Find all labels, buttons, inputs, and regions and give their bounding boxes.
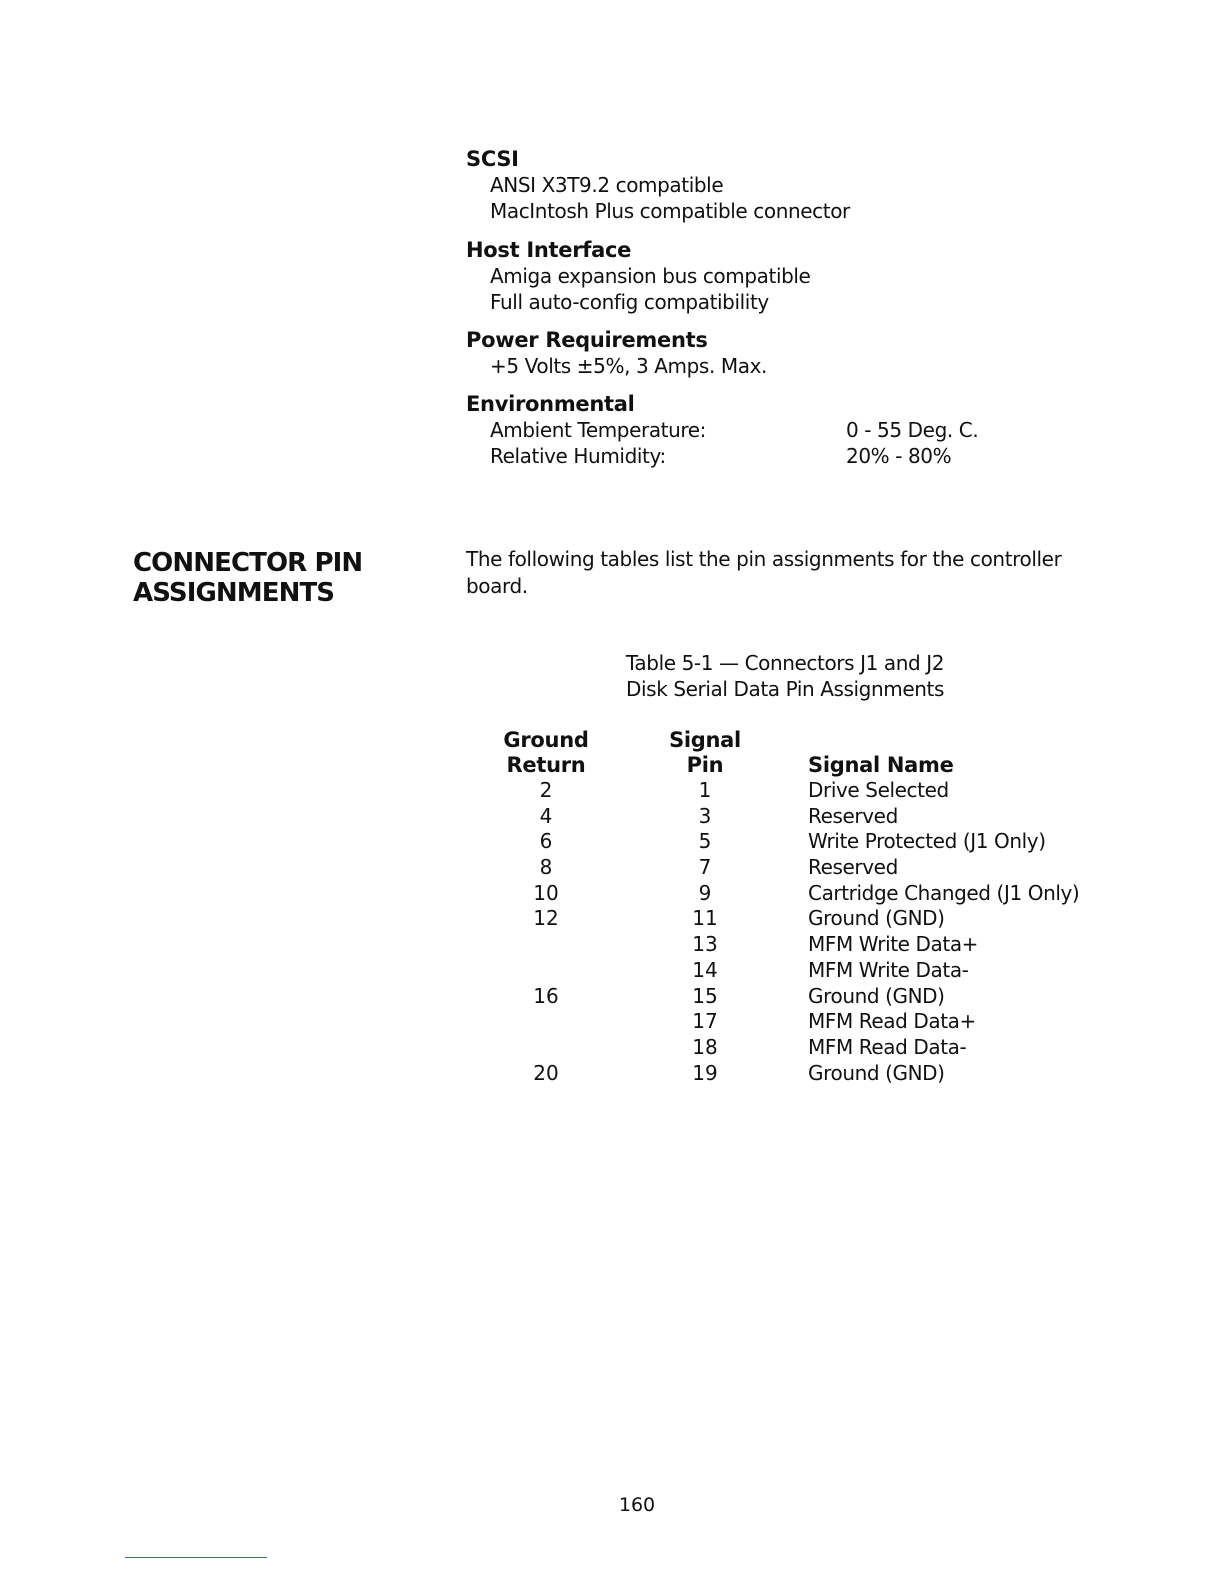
spec-line: ANSI X3T9.2 compatible (490, 173, 724, 197)
table-row (0, 1061, 1224, 1087)
column-header-signal-pin (655, 728, 755, 778)
column-header-ground-return (496, 728, 596, 778)
table-row (0, 778, 1224, 804)
column-header-line: Return (506, 753, 586, 777)
section-title (133, 548, 433, 608)
signal-name-cell: Cartridge Changed (J1 Only) (808, 880, 1080, 905)
column-header-signal-name: Signal Name (808, 753, 954, 777)
ground-return-cell: 8 (539, 855, 553, 880)
table-caption (560, 650, 1010, 702)
spec-line: Full auto-config compatibility (490, 290, 769, 314)
spec-heading-environmental: Environmental (466, 392, 635, 416)
table-row (0, 881, 1224, 907)
signal-pin-cell: 13 (692, 932, 718, 957)
spec-scsi (466, 146, 1086, 224)
env-label: Ambient Temperature: (490, 418, 707, 442)
signal-pin-cell: 5 (698, 829, 712, 854)
spec-power (466, 327, 1086, 379)
signal-pin-cell: 17 (692, 1009, 718, 1034)
signal-name-cell: MFM Write Data- (808, 957, 969, 982)
env-value: 0 - 55 Deg. C. (846, 418, 979, 442)
signal-pin-cell: 18 (692, 1034, 718, 1059)
signal-name-cell: Reserved (808, 855, 898, 880)
signal-pin-cell: 19 (692, 1060, 718, 1085)
signal-name-cell: Drive Selected (808, 778, 949, 802)
column-header-line: Ground (503, 728, 589, 752)
table-row (0, 932, 1224, 958)
table-caption-line: Table 5-1 — Connectors J1 and J2 (625, 651, 945, 675)
signal-pin-cell: 1 (698, 778, 712, 802)
spec-heading-host-interface: Host Interface (466, 238, 632, 262)
table-row (0, 984, 1224, 1010)
signal-name-cell: Write Protected (J1 Only) (808, 829, 1046, 854)
signal-name-cell: Ground (GND) (808, 983, 945, 1008)
signal-pin-cell: 9 (698, 880, 712, 905)
signal-name-cell: MFM Read Data- (808, 1034, 967, 1059)
env-value: 20% - 80% (846, 444, 952, 468)
intro-paragraph: The following tables list the pin assignments for the controller board. (466, 547, 1062, 598)
signal-name-cell: MFM Read Data+ (808, 1009, 976, 1034)
table-row (0, 958, 1224, 984)
table-row (0, 1035, 1224, 1061)
signal-pin-cell: 14 (692, 957, 718, 982)
signal-pin-cell: 3 (698, 803, 712, 828)
ground-return-cell: 20 (533, 1060, 559, 1085)
spec-line: Amiga expansion bus compatible (490, 264, 811, 288)
signal-name-cell: Ground (GND) (808, 1060, 945, 1085)
table-row (0, 829, 1224, 855)
section-title-line: CONNECTOR PIN (133, 548, 363, 578)
env-row-humidity (466, 443, 1086, 469)
ground-return-cell: 10 (533, 880, 559, 905)
env-row-temperature (466, 417, 1086, 443)
spec-host-interface (466, 237, 1086, 315)
footer-divider (125, 1557, 267, 1558)
signal-pin-cell: 11 (692, 906, 718, 931)
pin-assignment-table (0, 778, 1224, 1086)
column-header-line: Pin (686, 753, 724, 777)
ground-return-cell: 6 (539, 829, 553, 854)
section-title-line: ASSIGNMENTS (133, 578, 335, 608)
signal-name-cell: MFM Write Data+ (808, 932, 979, 957)
spec-line: MacIntosh Plus compatible connector (490, 199, 850, 223)
spec-line: +5 Volts ±5%, 3 Amps. Max. (490, 354, 767, 378)
table-row (0, 804, 1224, 830)
signal-name-cell: Ground (GND) (808, 906, 945, 931)
ground-return-cell: 12 (533, 906, 559, 931)
table-row (0, 855, 1224, 881)
table-caption-line: Disk Serial Data Pin Assignments (626, 677, 944, 701)
ground-return-cell: 2 (539, 778, 553, 802)
ground-return-cell: 16 (533, 983, 559, 1008)
signal-pin-cell: 15 (692, 983, 718, 1008)
ground-return-cell: 4 (539, 803, 553, 828)
env-label: Relative Humidity: (490, 444, 666, 468)
signal-name-cell: Reserved (808, 803, 898, 828)
signal-pin-cell: 7 (698, 855, 712, 880)
spec-heading-scsi: SCSI (466, 147, 519, 171)
page-number: 160 (618, 1494, 656, 1516)
table-row (0, 906, 1224, 932)
spec-environmental (466, 391, 1086, 469)
column-header-line: Signal (669, 728, 741, 752)
spec-heading-power: Power Requirements (466, 328, 708, 352)
table-row (0, 1009, 1224, 1035)
